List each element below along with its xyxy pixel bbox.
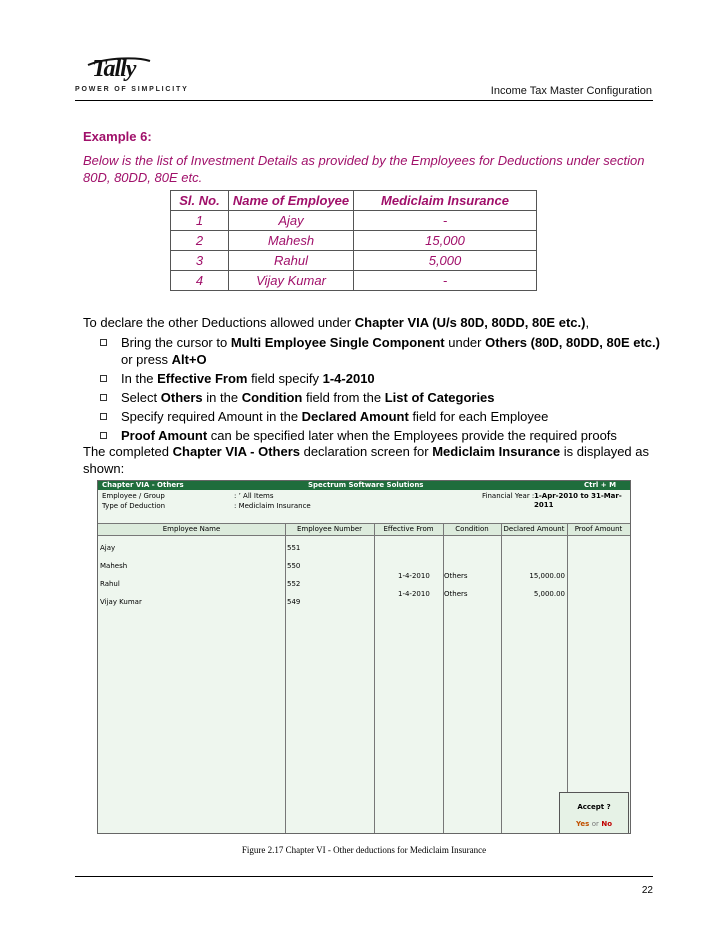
employee-number: 550	[287, 562, 301, 570]
table-cell: Mahesh	[229, 231, 354, 251]
accept-no-button[interactable]: No	[601, 820, 613, 828]
column-header: Sl. No.	[171, 191, 229, 211]
tally-screen	[97, 480, 631, 834]
table-cell: Ajay	[229, 211, 354, 231]
column-header: Condition	[455, 525, 489, 533]
screen-title: Chapter VIA - Others	[102, 481, 184, 489]
employee-number: 552	[287, 580, 301, 588]
column-header: Effective From	[383, 525, 434, 533]
employee-group-label: Employee / Group	[102, 492, 165, 500]
table-header-row	[171, 191, 537, 211]
logo-wordmark: Tally	[92, 56, 136, 82]
accept-question: Accept ?	[577, 803, 611, 811]
table-cell: 5,000	[354, 251, 537, 271]
deduction-type-label: Type of Deduction	[102, 502, 166, 510]
employee-name[interactable]: Ajay	[100, 544, 116, 552]
screen-title-bar	[98, 481, 630, 490]
grid-divider	[374, 523, 375, 833]
employee-group-value[interactable]: : ’ All Items	[234, 492, 274, 500]
table-cell: 3	[171, 251, 229, 271]
investment-table	[170, 190, 537, 291]
list-item: In the Effective From field specify 1-4-2010	[100, 370, 660, 387]
deduction-type-value[interactable]: : Mediclaim Insurance	[234, 502, 311, 510]
column-header: Mediclaim Insurance	[354, 191, 537, 211]
accept-options	[560, 820, 628, 828]
table-row	[171, 211, 537, 231]
declared-amount[interactable]: 15,000.00	[529, 572, 565, 580]
instruction-list	[100, 334, 660, 446]
condition[interactable]: Others	[444, 590, 468, 598]
table-row	[171, 231, 537, 251]
instructions-lead: To declare the other Deductions allowed under Chapter VIA (U/s 80D, 80DD, 80E etc.),	[83, 315, 590, 330]
grid-divider	[501, 523, 502, 833]
example-intro: Below is the list of Investment Details as provided by the Employees for Deductions under section 80D, 80DD, 80E etc.	[83, 153, 645, 185]
figure-caption: Figure 2.17 Chapter VI - Other deductions for Mediclaim Insurance	[241, 845, 487, 855]
condition[interactable]: Others	[444, 572, 468, 580]
example-heading: Example 6:	[83, 129, 152, 144]
closing-paragraph: The completed Chapter VIA - Others declaration screen for Mediclaim Insurance is displayed as shown:	[83, 444, 649, 476]
employee-name[interactable]: Mahesh	[100, 562, 128, 570]
list-item: Proof Amount can be specified later when the Employees provide the required proofs	[100, 427, 660, 444]
table-cell: 1	[171, 211, 229, 231]
employee-number: 549	[287, 598, 301, 606]
column-header: Proof Amount	[574, 525, 623, 533]
bullet-square-icon	[100, 413, 107, 420]
effective-from[interactable]: 1-4-2010	[398, 590, 430, 598]
employee-name[interactable]: Rahul	[100, 580, 120, 588]
column-header: Employee Number	[296, 525, 362, 533]
bullet-square-icon	[100, 394, 107, 401]
effective-from[interactable]: 1-4-2010	[398, 572, 430, 580]
footer-divider	[75, 876, 653, 877]
accept-yes-button[interactable]: Yes	[575, 820, 590, 828]
column-header: Name of Employee	[229, 191, 354, 211]
list-item: Bring the cursor to Multi Employee Single Component under Others (80D, 80DD, 80E etc.) or press Alt+O	[100, 334, 660, 368]
financial-year-label: Financial Year :	[482, 492, 535, 500]
page-number: 22	[641, 885, 653, 896]
shortcut-label: Ctrl + M	[584, 481, 617, 489]
column-header: Declared Amount	[503, 525, 565, 533]
list-item: Select Others in the Condition field from the List of Categories	[100, 389, 660, 406]
column-header: Employee Name	[162, 525, 221, 533]
table-cell: Vijay Kumar	[229, 271, 354, 291]
employee-number: 551	[287, 544, 301, 552]
table-row	[171, 251, 537, 271]
logo-tagline: POWER OF SIMPLICITY	[75, 86, 189, 93]
table-cell: 4	[171, 271, 229, 291]
employee-name[interactable]: Vijay Kumar	[100, 598, 142, 606]
table-cell: -	[354, 271, 537, 291]
grid-divider	[567, 523, 568, 833]
table-cell: Rahul	[229, 251, 354, 271]
header-divider	[75, 100, 653, 101]
bullet-square-icon	[100, 375, 107, 382]
table-row	[171, 271, 537, 291]
table-cell: 2	[171, 231, 229, 251]
financial-year-value: 1-Apr-2010 to 31-Mar-2011	[534, 492, 622, 509]
table-cell: 15,000	[354, 231, 537, 251]
bullet-square-icon	[100, 339, 107, 346]
grid-header	[98, 523, 630, 536]
grid-divider	[443, 523, 444, 833]
company-name: Spectrum Software Solutions	[308, 481, 424, 489]
accept-or-text: or	[591, 820, 599, 828]
grid-divider	[285, 523, 286, 833]
accept-dialog	[559, 792, 629, 834]
bullet-square-icon	[100, 432, 107, 439]
list-item: Specify required Amount in the Declared Amount field for each Employee	[100, 408, 660, 425]
page-header-title: Income Tax Master Configuration	[490, 85, 652, 97]
table-cell: -	[354, 211, 537, 231]
declared-amount[interactable]: 5,000.00	[533, 590, 565, 598]
